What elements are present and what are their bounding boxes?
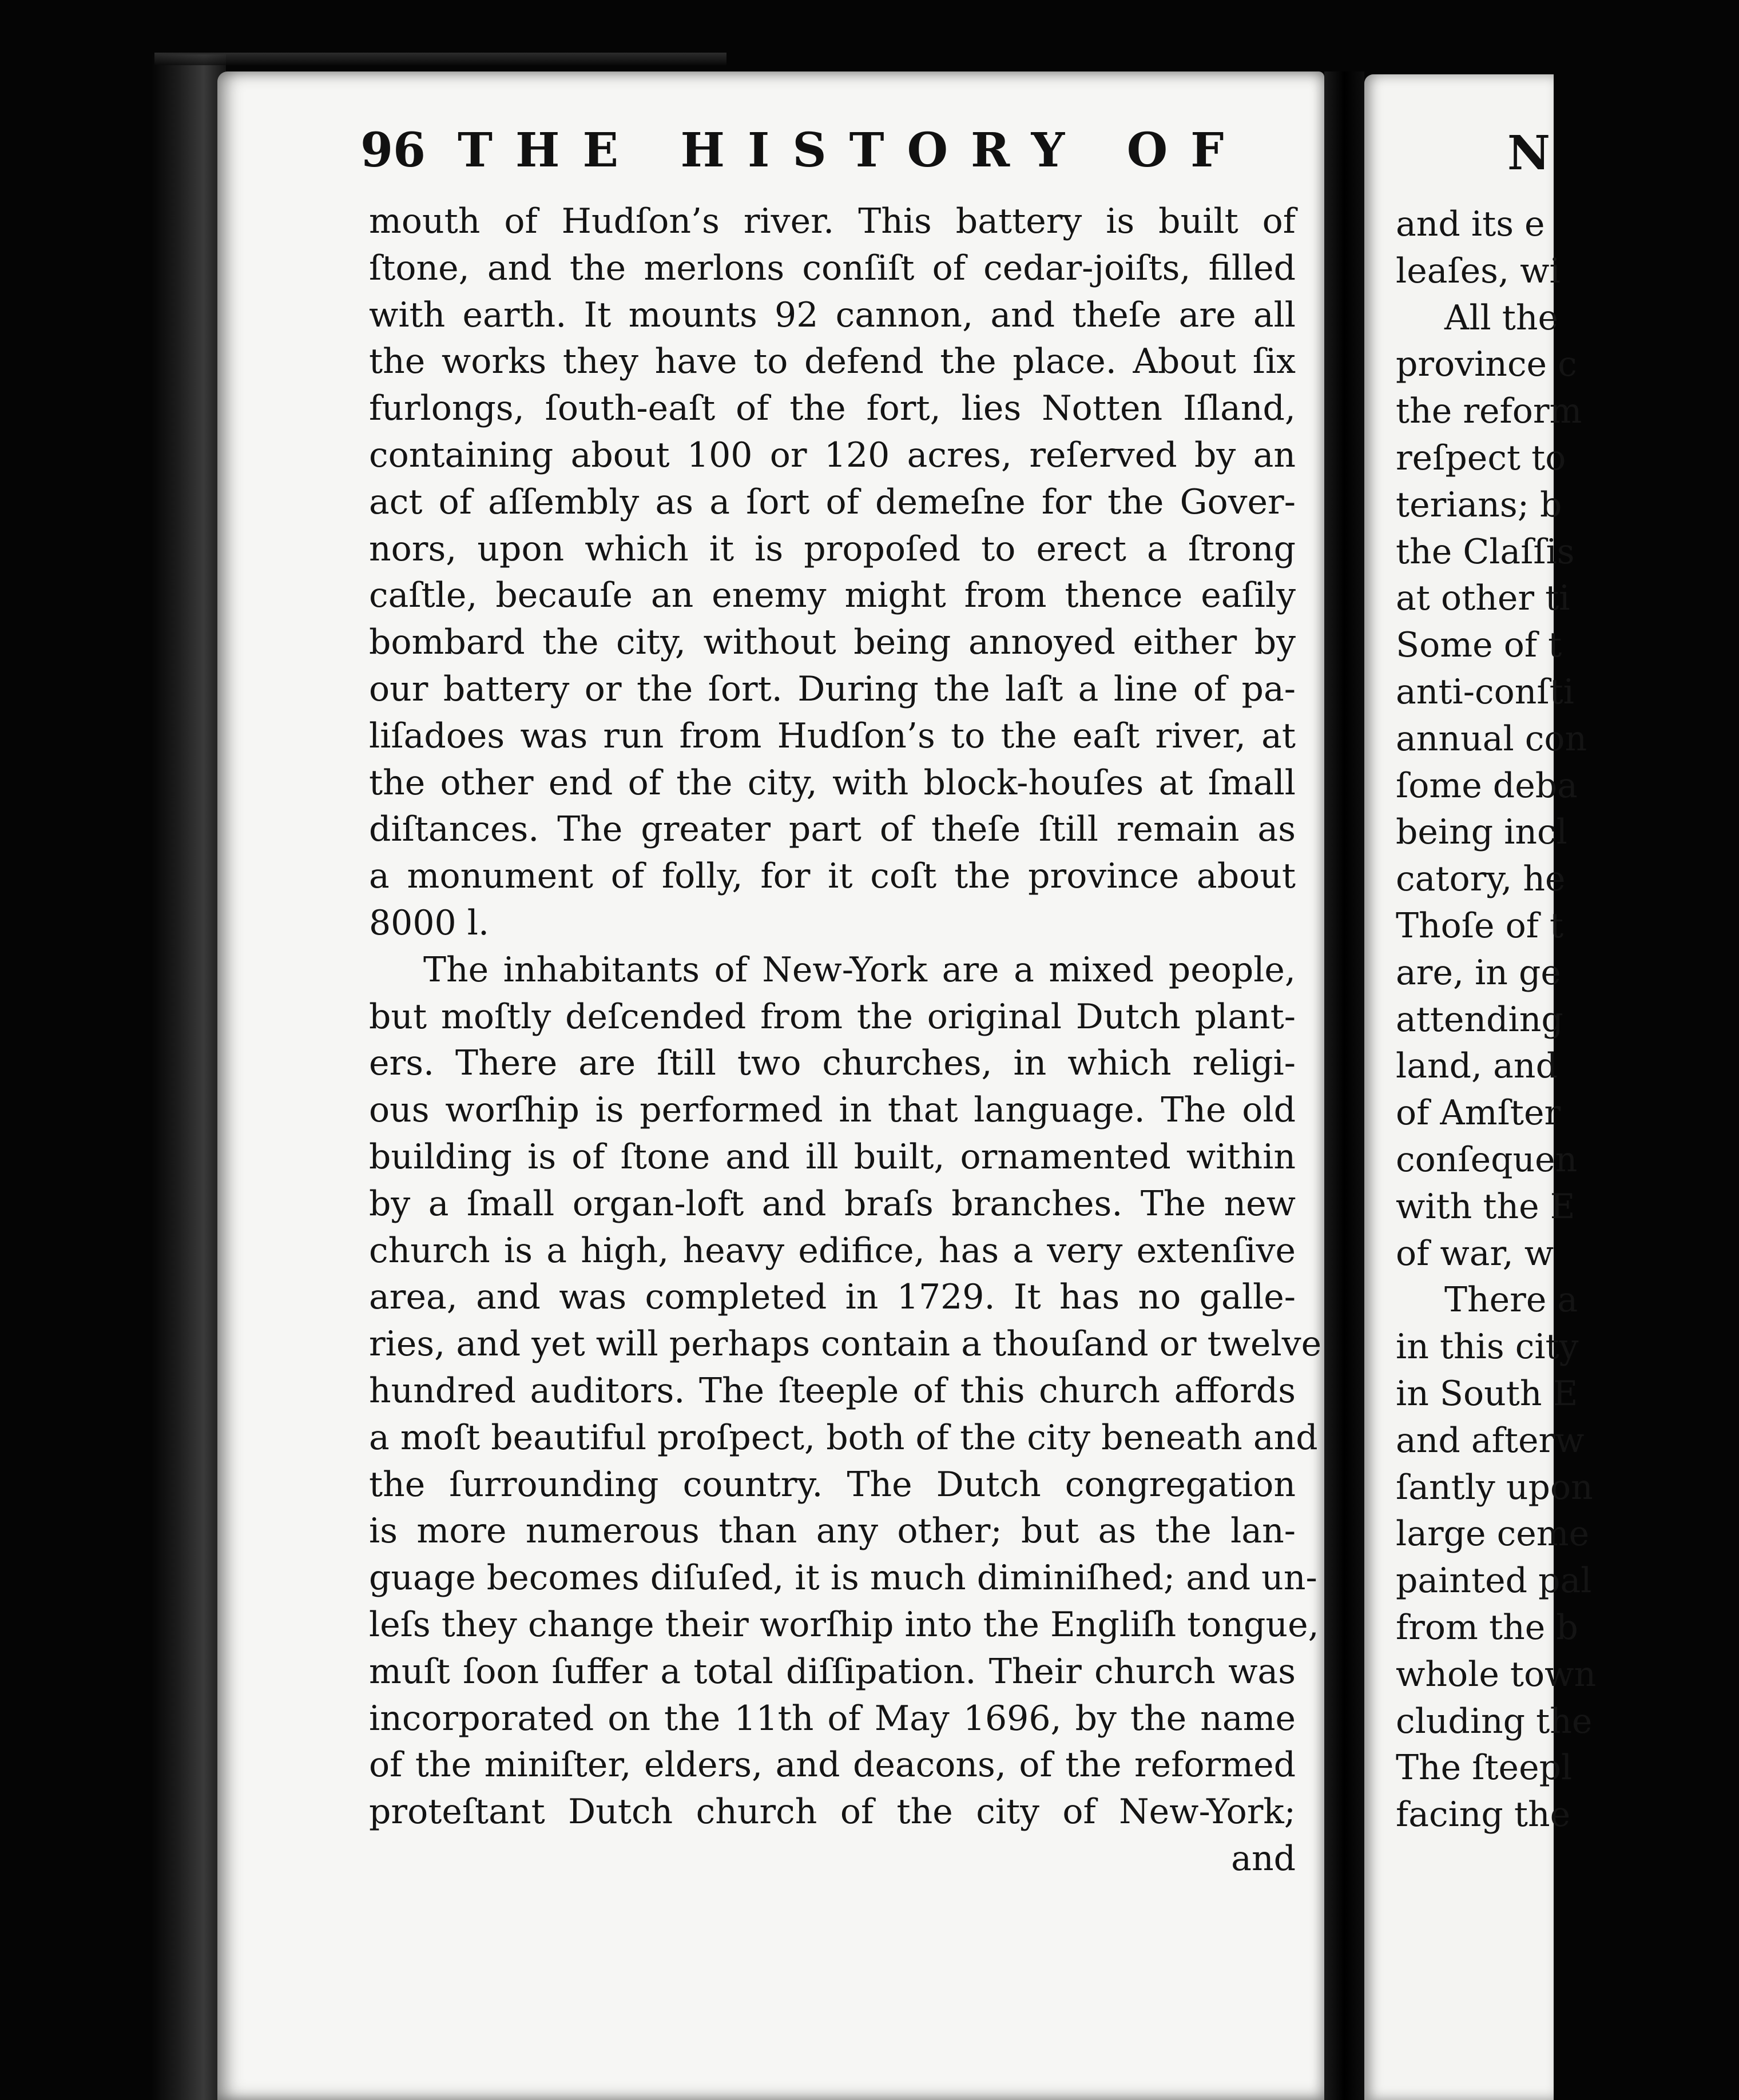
book-spine-shadow [152,54,226,2100]
text-line: of Amſter [1396,1093,1561,1133]
text-line: a moſt beautiful proſpect, both of the city beneath and [369,1417,1318,1458]
text-line: anti-conſti [1396,671,1574,712]
text-line: building is of ſtone and ill built, ornamented within [369,1136,1296,1177]
text-line: 8000 l. [369,902,490,943]
text-line: hundred auditors. The ſteeple of this church affords [369,1370,1296,1411]
text-line: annual con [1396,718,1587,759]
text-line: ſantly upon [1396,1467,1593,1508]
text-line: guage becomes diſuſed, it is much diminiſhed; and un- [369,1558,1317,1598]
text-line: proteſtant Dutch church of the city of New-York; [369,1792,1296,1832]
text-line: ous worſhip is performed in that language. The old [369,1090,1296,1131]
text-line: terians; b [1396,484,1562,525]
text-line: act of aſſembly as a ſort of demeſne for the Gover- [369,482,1296,522]
text-line: furlongs, ſouth-eaſt of the fort, lies Notten Iſland, [369,388,1296,429]
text-line: with earth. It mounts 92 cannon, and theſe are all [369,295,1296,335]
running-title: THE HISTORY OF [458,123,1247,178]
left-page [217,71,1324,2100]
text-line: area, and was completed in 1729. It has no galle- [369,1277,1296,1318]
text-line: from the b [1396,1607,1578,1648]
text-line: and afterw [1396,1420,1585,1461]
text-line: are, in ge [1396,952,1561,993]
text-line: reſpect to [1396,438,1566,478]
text-line: Thoſe of t [1396,905,1564,946]
text-line: of the miniſter, elders, and deacons, of the reformed [369,1745,1296,1785]
text-line: cluding the [1396,1701,1593,1741]
right-page [1364,74,1597,2100]
text-line: the ſurrounding country. The Dutch congregation [369,1464,1296,1505]
text-line: painted pal [1396,1561,1592,1601]
text-line: whole town [1396,1654,1597,1695]
text-line: at other ti [1396,578,1570,619]
text-line: conſequen [1396,1139,1578,1180]
text-line: incorporated on the 11th of May 1696, by the name [369,1698,1296,1739]
text-line: leaſes, wi [1396,250,1561,291]
text-line: ers. There are ſtill two churches, in which religi- [369,1043,1296,1084]
text-line: is more numerous than any other; but as the lan- [369,1511,1296,1552]
text-line: in this city [1396,1327,1579,1367]
text-line: ſome deba [1396,765,1578,806]
text-line: diſtances. The greater part of theſe ſtill remain as [369,809,1296,850]
text-line: ries, and yet will perhaps contain a thouſand or twelve [369,1324,1322,1365]
catchword: and [1231,1838,1296,1879]
text-line: mouth of Hudſon’s river. This battery is built of [369,201,1296,241]
text-line: the reform [1396,391,1582,432]
text-line: of war, w [1396,1233,1554,1274]
text-line: with the E [1396,1186,1575,1227]
text-line: attending [1396,999,1563,1040]
text-line: leſs they change their worſhip into the Engliſh tongue, [369,1604,1319,1645]
text-line: catory, he [1396,859,1566,900]
text-line: large ceme [1396,1514,1590,1554]
text-line: facing the [1396,1795,1571,1835]
text-line: by a ſmall organ-loft and braſs branches. The new [369,1183,1296,1224]
text-line: ſtone, and the merlons conſiſt of cedar-joiſts, filled [369,248,1296,288]
text-line: province c [1396,344,1577,385]
text-line: All the [1444,297,1559,338]
text-line: The ſteepl [1396,1748,1573,1788]
text-line: in South E [1396,1373,1578,1414]
left-page-text [369,198,1322,1883]
text-line: nors, upon which it is propoſed to erect a ſtrong [369,528,1296,569]
text-line: land, and [1396,1046,1558,1087]
right-page-text [1396,201,1739,1839]
page-gutter [1324,71,1364,2100]
text-line: our battery or the ſort. During the laſt a line of pa- [369,669,1296,709]
text-line: liſadoes was run from Hudſon’s to the eaſt river, at [369,715,1296,756]
text-line: caſtle, becauſe an enemy might from thence eaſily [369,575,1296,616]
text-line: the works they have to defend the place. About ſix [369,341,1296,382]
text-line: the Claſſis [1396,531,1575,572]
text-line: Some of t [1396,625,1562,666]
page-edge-shadow [154,53,726,65]
right-running-title: N [1507,126,1550,181]
text-line: a monument of folly, for it coſt the province about [369,856,1296,897]
text-line: being incl [1396,812,1567,853]
text-line: and its e [1396,204,1545,244]
text-line: church is a high, heavy edifice, has a very extenſive [369,1230,1296,1271]
text-line: There a [1444,1280,1578,1321]
left-page-header [360,123,1390,203]
text-line: containing about 100 or 120 acres, reſerved by an [369,435,1296,475]
page-number: 96 [360,123,426,178]
text-line: bombard the city, without being annoyed either by [369,622,1296,663]
text-line: the other end of the city, with block-houſes at ſmall [369,762,1296,803]
text-line: The inhabitants of New-York are a mixed people, [423,949,1296,990]
text-line: but moſtly deſcended from the original Dutch plant- [369,996,1296,1037]
text-line: muſt ſoon ſuffer a total diſſipation. Their church was [369,1651,1296,1692]
